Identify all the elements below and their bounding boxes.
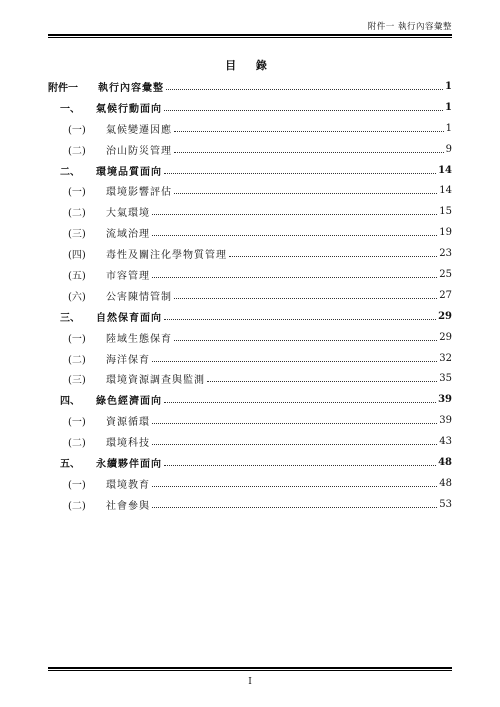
- page-number: I: [248, 677, 252, 687]
- dot-leader: [164, 173, 436, 174]
- toc-entry-section[interactable]: 五、 永續夥伴面向 48: [60, 456, 452, 470]
- toc-entry-section[interactable]: 一、 氣候行動面向 1: [60, 101, 452, 115]
- toc-entry-section[interactable]: 四、 綠色經濟面向 39: [60, 394, 452, 408]
- toc-entry-subsection[interactable]: (五) 市容管理 25: [68, 268, 452, 282]
- dot-leader: [164, 402, 436, 403]
- dot-leader: [229, 256, 437, 257]
- dot-leader: [152, 277, 437, 278]
- header-rule-thin: [48, 37, 452, 38]
- dot-leader: [152, 444, 437, 445]
- dot-leader: [152, 235, 437, 236]
- dot-leader: [164, 110, 443, 111]
- toc-entry-subsection[interactable]: (一) 環境教育 48: [68, 477, 452, 491]
- dot-leader: [174, 131, 444, 132]
- toc-entry-subsection[interactable]: (一) 陸域生態保育 29: [68, 331, 452, 345]
- dot-leader: [164, 465, 436, 466]
- toc-entry-subsection[interactable]: (二) 社會參與 53: [68, 498, 452, 512]
- toc-entry-subsection[interactable]: (四) 毒性及關注化學物質管理 23: [68, 248, 452, 262]
- running-header: 附件一 執行內容彙整: [367, 22, 452, 32]
- header-rule-thick: [48, 34, 452, 36]
- toc-entry-subsection[interactable]: (二) 環境科技 43: [68, 436, 452, 450]
- dot-leader: [152, 423, 437, 424]
- toc-entry-subsection[interactable]: (二) 大氣環境 15: [68, 206, 452, 220]
- toc-entry-subsection[interactable]: (二) 治山防災管理 9: [68, 143, 452, 157]
- toc-entry-section[interactable]: 三、 自然保育面向 29: [60, 310, 452, 324]
- table-of-contents: [48, 76, 452, 515]
- toc-entry-section[interactable]: 二、 環境品質面向 14: [60, 164, 452, 178]
- toc-title: 目 錄: [225, 59, 275, 72]
- dot-leader: [207, 381, 437, 382]
- dot-leader: [152, 486, 437, 487]
- dot-leader: [166, 89, 443, 90]
- dot-leader: [164, 319, 436, 320]
- dot-leader: [174, 298, 437, 299]
- toc-entry-subsection[interactable]: (三) 環境資源調查與監測 35: [68, 373, 452, 387]
- toc-entry-appendix[interactable]: 附件一 執行內容彙整 1: [48, 80, 452, 94]
- dot-leader: [152, 507, 437, 508]
- dot-leader: [174, 340, 437, 341]
- dot-leader: [152, 214, 437, 215]
- toc-entry-subsection[interactable]: (三) 流域治理 19: [68, 227, 452, 241]
- dot-leader: [174, 193, 437, 194]
- dot-leader: [174, 152, 444, 153]
- toc-entry-subsection[interactable]: (一) 資源循環 39: [68, 415, 452, 429]
- dot-leader: [152, 361, 437, 362]
- footer-rule-thin: [48, 670, 452, 671]
- toc-entry-subsection[interactable]: (六) 公害陳情管制 27: [68, 289, 452, 303]
- toc-entry-subsection[interactable]: (一) 氣候變遷因應 1: [68, 122, 452, 136]
- toc-entry-subsection[interactable]: (二) 海洋保育 32: [68, 352, 452, 366]
- toc-entry-subsection[interactable]: (一) 環境影響評估 14: [68, 185, 452, 199]
- footer-rule-thick: [48, 667, 452, 669]
